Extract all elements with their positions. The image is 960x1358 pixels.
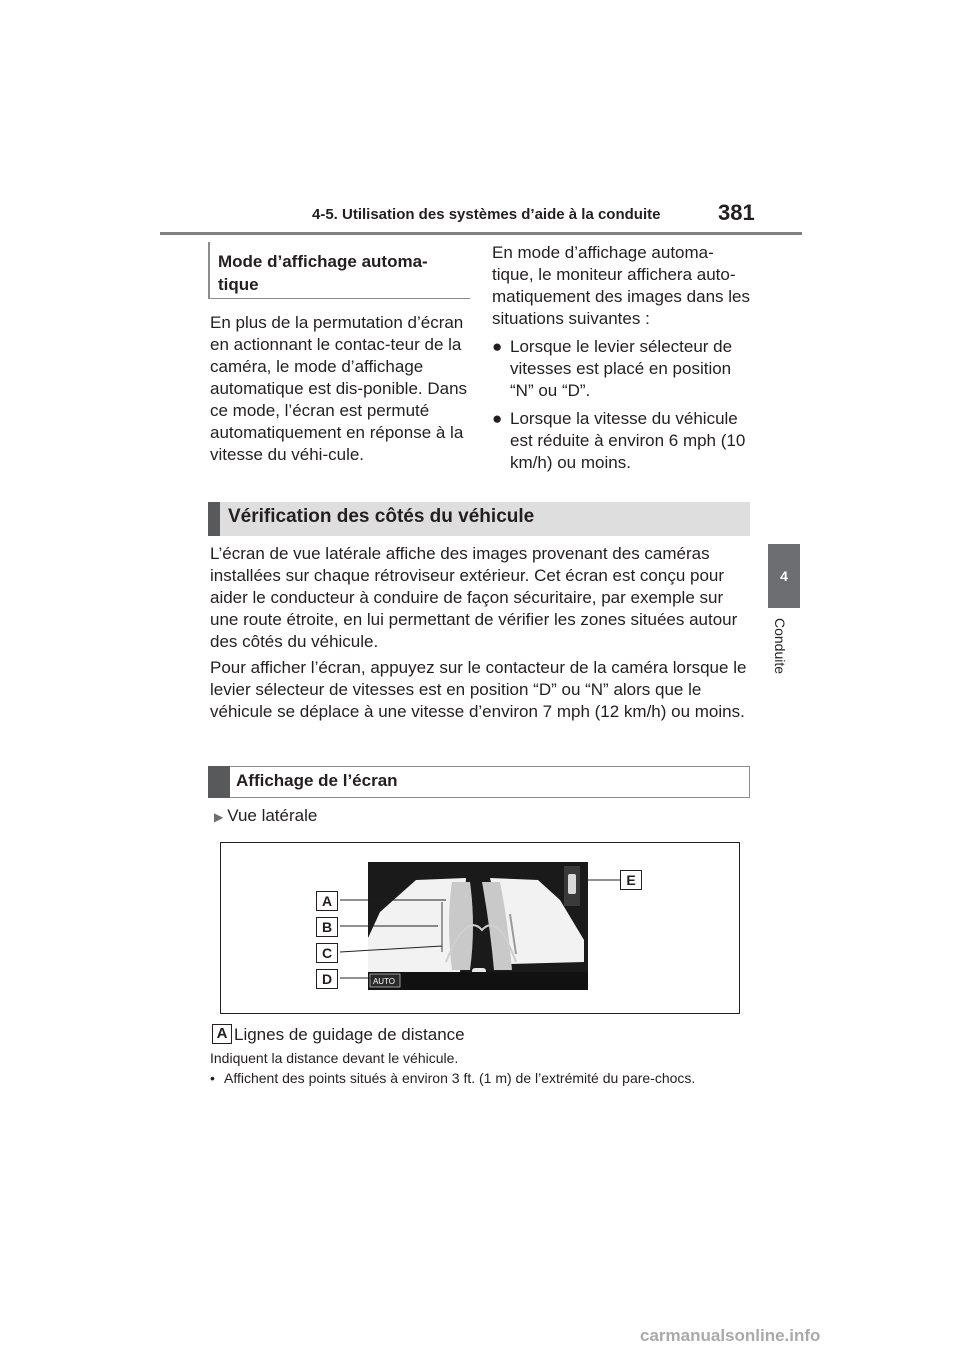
- bullet-dot: ●: [492, 337, 503, 356]
- bullet-text: Lorsque le levier sélecteur de vitesses est placé en position “N” ou “D”.: [510, 337, 733, 400]
- screen-bottom-bar: [368, 972, 588, 990]
- watermark: carmanualsonline.info: [640, 1326, 821, 1345]
- callout-a: A: [316, 891, 338, 911]
- bullet-item: [492, 336, 754, 402]
- item-description: Indiquent la distance devant le véhicule.: [210, 1050, 459, 1066]
- item-letter-box: A: [212, 1024, 232, 1044]
- section-banner-bar: [208, 502, 220, 536]
- chapter-label-wrap: [772, 618, 794, 698]
- side-view-vehicle-body: [568, 874, 576, 894]
- callout-b: B: [316, 917, 338, 937]
- right-paragraph: En mode d’affichage automa-tique, le moniteur affichera auto-matiquement des images dans les situations suivantes :: [492, 243, 750, 328]
- chapter-label: Conduite: [772, 618, 788, 675]
- mode-title: Mode d’affichage automa-tique: [218, 252, 428, 294]
- subsection-bar: [208, 766, 230, 798]
- auto-label: AUTO: [372, 977, 396, 986]
- triangle-marker-icon: ▶: [214, 810, 224, 824]
- page-number: 381: [718, 200, 755, 225]
- item-title: Lignes de guidage de distance: [234, 1025, 465, 1044]
- section-paragraph-2: Pour afficher l’écran, appuyez sur le contacteur de la caméra lorsque le levier sélecteur de vitesses est en position “D” ou “N” alors que le véhicule se déplace à une vitesse d’environ 7 mph (12 km/h) ou moins.: [210, 658, 747, 721]
- left-paragraph: En plus de la permutation d’écran en actionnant le contac-teur de la caméra, le mode d’affichage automatique est dis-ponible. Dans ce mode, l’écran est permuté automatiquement en réponse à la vitesse du véhi-cule.: [210, 313, 468, 464]
- section-header: 4-5. Utilisation des systèmes d’aide à la conduite: [312, 206, 661, 223]
- view-label-row: [214, 806, 317, 826]
- bullet-dot: ●: [492, 409, 503, 428]
- item-note: [210, 1070, 750, 1106]
- item-note-text: Affichent des points situés à environ 3 ft. (1 m) de l’extrémité du pare-chocs.: [224, 1070, 696, 1086]
- header-divider: [160, 232, 802, 235]
- bullet-item: [492, 408, 754, 474]
- callout-c: C: [316, 943, 338, 963]
- section-paragraph-1: L’écran de vue latérale affiche des images provenant des caméras installées sur chaque rétroviseur extérieur. Cet écran est conçu pour aider le conducteur à conduire de façon sécuritaire, par exemple sur une route étroite, en lui permettant de vérifier les zones situées autour des côtés du véhicule.: [210, 544, 738, 651]
- bullet-text: Lorsque la vitesse du véhicule est réduite à environ 6 mph (10 km/h) ou moins.: [510, 409, 746, 472]
- item-note-bullet: •: [210, 1070, 215, 1086]
- section-title: Vérification des côtés du véhicule: [228, 506, 535, 527]
- view-label: Vue latérale: [227, 806, 318, 825]
- callout-d: D: [316, 969, 338, 989]
- chapter-tab: 4: [768, 544, 800, 608]
- subsection-title: Affichage de l’écran: [236, 771, 398, 790]
- callout-e: E: [620, 870, 642, 890]
- side-view-illustration: [220, 842, 740, 1014]
